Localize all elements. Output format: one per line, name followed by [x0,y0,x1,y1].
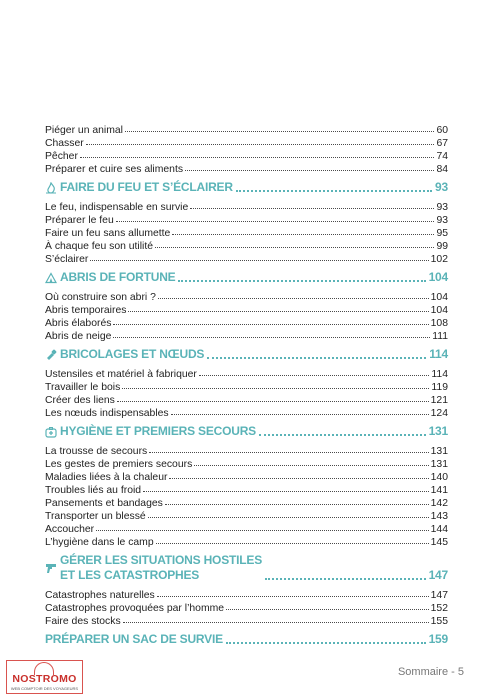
entry-title: Créer des liens [45,395,115,406]
section-dot-leader [178,275,425,282]
page-footer: Sommaire - 5 [397,666,464,678]
entry-page-number: 145 [430,537,448,548]
section-dot-leader [265,573,426,580]
dot-leader [171,405,429,415]
entry-page-number: 152 [430,603,448,614]
section-title-line: GÉRER LES SITUATIONS HOSTILES [60,553,262,567]
section-title [60,180,233,195]
section-heading [45,270,448,285]
entry-title: Travailler le bois [45,382,121,393]
entry-title: Pansements et bandages [45,498,163,509]
section-page-number: 114 [429,347,448,361]
entry-page-number: 124 [430,408,448,419]
entry-title: Chasser [45,138,84,149]
dot-leader [169,469,428,479]
dot-leader [158,289,429,299]
toc-entry [45,252,448,265]
tent-icon [45,272,57,284]
dot-leader [123,613,429,623]
section-dot-leader [226,637,426,644]
section-page-number: 104 [428,270,448,284]
section-page-number: 131 [428,424,448,438]
entry-title: À chaque feu son utilité [45,241,154,252]
flame-icon [45,182,57,194]
entry-title: S’éclairer [45,254,89,265]
entry-title: Pêcher [45,151,78,162]
logo-brand: NOSTROMO [12,673,77,685]
entry-title: Faire des stocks [45,616,121,627]
dot-leader [156,534,429,544]
dot-leader [148,508,429,518]
dot-leader [194,456,428,466]
dot-leader [116,212,435,222]
dot-leader [149,443,428,453]
section-page-number: 93 [435,180,448,194]
section-title [60,270,175,285]
section-dot-leader [236,185,432,192]
entry-title: La trousse de secours [45,446,148,457]
dot-leader [96,521,429,531]
entry-title: Les gestes de premiers secours [45,459,193,470]
entry-title: Où construire son abri ? [45,292,156,303]
toc-entry [45,406,448,419]
dot-leader [143,482,429,492]
entry-page-number: 119 [431,382,448,393]
entry-page-number: 141 [430,485,448,496]
entry-page-number: 155 [430,616,448,627]
section-title-line: PRÉPARER UN SAC DE SURVIE [45,632,223,646]
table-of-contents [45,123,448,652]
section-title-line: ABRIS DE FORTUNE [60,270,176,284]
dot-leader [226,600,429,610]
entry-title: Catastrophes naturelles [45,590,155,601]
weapon-icon [45,562,57,574]
section-heading [45,347,448,362]
entry-page-number: 140 [430,472,448,483]
dot-leader [90,251,428,261]
entry-title: Catastrophes provoquées par l’homme [45,603,225,614]
entry-page-number: 104 [430,305,448,316]
entry-page-number: 143 [430,511,448,522]
section-page-number: 147 [428,568,448,582]
dot-leader [165,495,429,505]
entry-title: Préparer et cuire ses aliments [45,164,184,175]
entry-title: Maladies liées à la chaleur [45,472,168,483]
dot-leader [190,199,434,209]
toc-entry [45,614,448,627]
entry-title: Le feu, indispensable en survie [45,202,189,213]
dot-leader [128,302,428,312]
dot-leader [172,225,434,235]
entry-page-number: 93 [436,202,448,213]
dot-leader [185,161,434,171]
section-heading [45,553,448,583]
entry-page-number: 74 [436,151,448,162]
entry-page-number: 60 [436,125,448,136]
entry-title: Accoucher [45,524,95,535]
section-title [60,553,262,583]
entry-title: Transporter un blessé [45,511,146,522]
nostromo-logo [6,660,83,694]
first-aid-icon [45,426,57,438]
entry-page-number: 147 [430,590,448,601]
dot-leader [125,122,434,132]
entry-title: L’hygiène dans le camp [45,537,154,548]
section-heading [45,424,448,439]
dot-leader [199,366,430,376]
entry-title: Les nœuds indispensables [45,408,169,419]
section-title-line: FAIRE DU FEU ET S’ÉCLAIRER [60,180,233,194]
dot-leader [113,315,428,325]
section-dot-leader [259,429,426,436]
dot-leader [80,148,435,158]
entry-title: Faire un feu sans allumette [45,228,171,239]
toc-entry [45,329,448,342]
section-title [45,632,223,647]
dot-leader [86,135,435,145]
entry-title: Piéger un animal [45,125,123,136]
entry-page-number: 67 [436,138,448,149]
entry-page-number: 102 [430,254,448,265]
dot-leader [117,392,429,402]
entry-title: Troubles liés au froid [45,485,142,496]
tool-icon [45,349,57,361]
entry-page-number: 142 [430,498,448,509]
section-title-line: HYGIÈNE ET PREMIERS SECOURS [60,424,256,438]
entry-title: Abris de neige [45,331,112,342]
entry-page-number: 104 [430,292,448,303]
entry-title: Abris élaborés [45,318,112,329]
logo-tagline: WEB COMPTOIR DES VOYAGEURS [10,686,79,691]
entry-page-number: 121 [430,395,448,406]
section-page-number: 159 [428,632,448,646]
entry-page-number: 99 [436,241,448,252]
entry-page-number: 111 [432,331,448,342]
toc-entry [45,162,448,175]
entry-title: Abris temporaires [45,305,127,316]
entry-page-number: 108 [430,318,448,329]
entry-page-number: 131 [430,459,448,470]
entry-page-number: 93 [436,215,448,226]
entry-title: Ustensiles et matériel à fabriquer [45,369,197,380]
entry-page-number: 144 [430,524,448,535]
section-title-line: ET LES CATASTROPHES [60,568,200,582]
entry-page-number: 131 [430,446,448,457]
section-title [60,347,204,362]
section-heading [45,180,448,195]
entry-page-number: 95 [436,228,448,239]
entry-page-number: 84 [436,164,448,175]
toc-entry [45,535,448,548]
dot-leader [122,379,429,389]
dot-leader [155,238,434,248]
section-title-line: BRICOLAGES ET NŒUDS [60,347,205,361]
entry-title: Préparer le feu [45,215,114,226]
section-title [60,424,256,439]
dot-leader [157,587,429,597]
dot-leader [113,328,430,338]
section-heading [45,632,448,647]
section-dot-leader [207,352,426,359]
entry-page-number: 114 [431,369,448,380]
